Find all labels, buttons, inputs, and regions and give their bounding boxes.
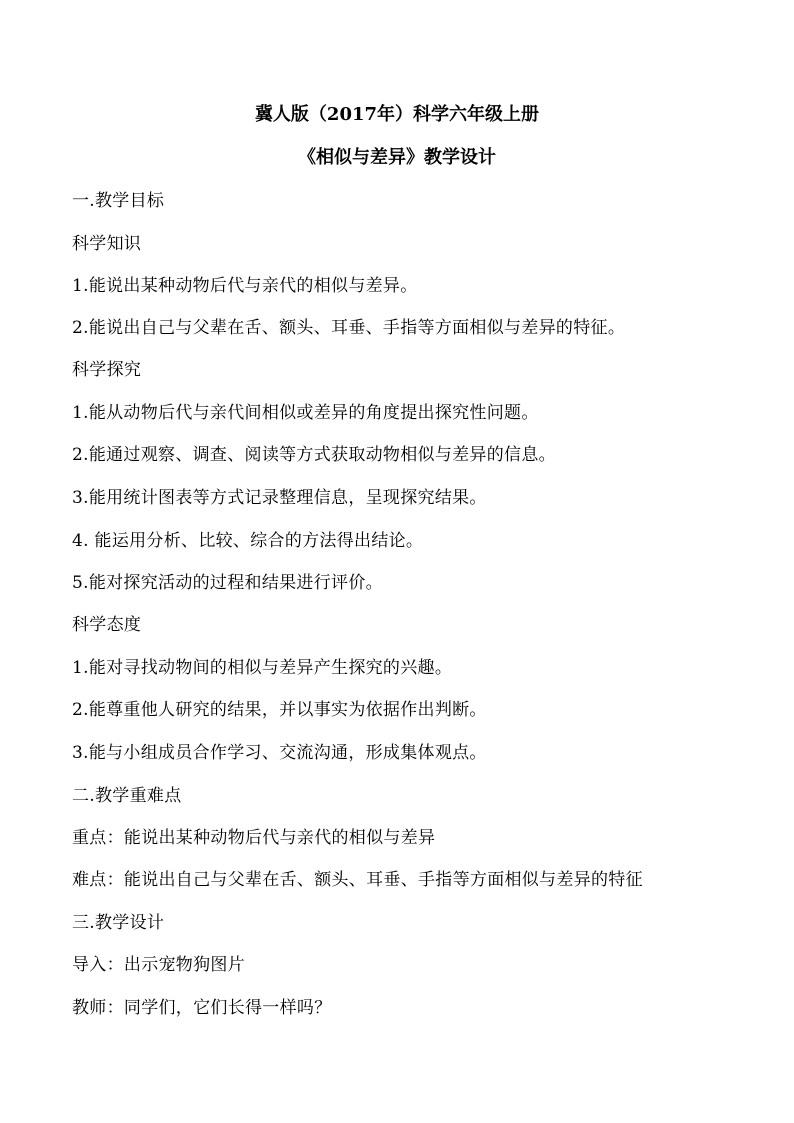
text-line: 3.能用统计图表等方式记录整理信息，呈现探究结果。 — [72, 488, 487, 508]
section-heading-objectives: 一.教学目标 — [72, 191, 165, 211]
text-line: 重点：能说出某种动物后代与亲代的相似与差异 — [72, 828, 436, 848]
text-line: 难点：能说出自己与父辈在舌、额头、耳垂、手指等方面相似与差异的特征 — [72, 870, 643, 890]
subheading-knowledge: 科学知识 — [72, 234, 142, 254]
section-heading-key-points: 二.教学重难点 — [72, 786, 182, 806]
text-line: 5.能对探究活动的过程和结果进行评价。 — [72, 573, 383, 593]
text-line: 2.能通过观察、调查、阅读等方式获取动物相似与差异的信息。 — [72, 445, 556, 465]
text-line: 教师：同学们，它们长得一样吗？ — [72, 998, 332, 1018]
text-line: 导入：出示宠物狗图片 — [72, 955, 245, 975]
text-line: 4. 能运用分析、比较、综合的方法得出结论。 — [72, 531, 424, 551]
text-line: 1.能对寻找动物间的相似与差异产生探究的兴趣。 — [72, 658, 453, 678]
text-line: 2.能说出自己与父辈在舌、额头、耳垂、手指等方面相似与差异的特征。 — [72, 318, 626, 338]
subheading-attitude: 科学态度 — [72, 615, 142, 635]
text-line: 3.能与小组成员合作学习、交流沟通，形成集体观点。 — [72, 743, 487, 763]
text-line: 1.能从动物后代与亲代间相似或差异的角度提出探究性问题。 — [72, 403, 539, 423]
document-subtitle: 《相似与差异》教学设计 — [298, 147, 496, 168]
text-line: 2.能尊重他人研究的结果，并以事实为依据作出判断。 — [72, 700, 487, 720]
text-line: 1.能说出某种动物后代与亲代的相似与差异。 — [72, 276, 418, 296]
section-heading-design: 三.教学设计 — [72, 913, 165, 933]
subheading-inquiry: 科学探究 — [72, 360, 142, 380]
document-title: 冀人版（2017年）科学六年级上册 — [254, 104, 540, 125]
